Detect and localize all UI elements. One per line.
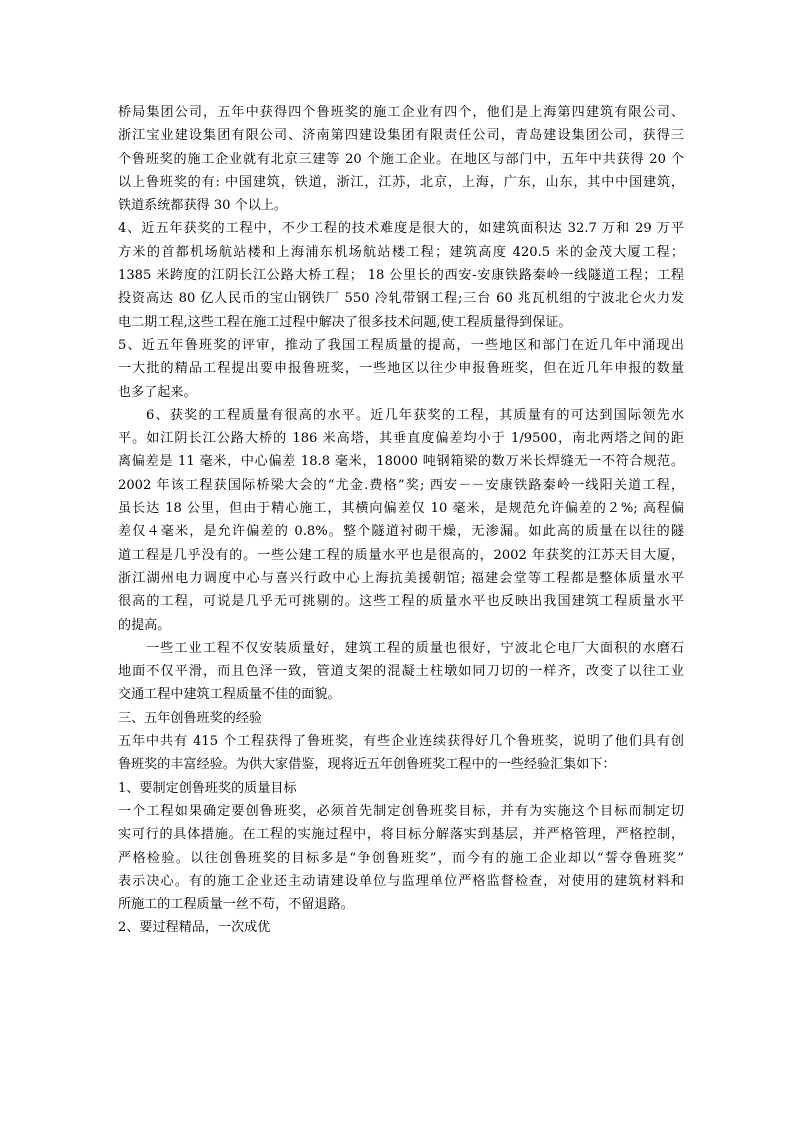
text-line-35: 所施工的工程质量一丝不苟，不留退路。 bbox=[118, 897, 354, 913]
text-line-25: 地面不仅平滑，而且色泽一致，管道支架的混凝土柱墩如同刀切的一样齐，改变了以往工业 bbox=[118, 664, 684, 680]
subheading-2: 2、要过程精品，一次成优 bbox=[118, 920, 271, 936]
text-line-3: 个鲁班奖的施工企业就有北京三建等 20 个施工企业。在地区与部门中，五年中共获得 20 个 bbox=[118, 151, 684, 167]
text-line-9: 投资高达 80 亿人民币的宝山钢铁厂 550 冷轧带钢工程;三台 60 兆瓦机组的宁波北仑火力发 bbox=[118, 291, 684, 307]
text-line-33: 严格检验。以往创鲁班奖的目标多是“争创鲁班奖”，而今有的施工企业却以“誓夺鲁班奖” bbox=[118, 850, 684, 866]
text-line-17: 2002 年该工程获国际桥梁大会的“尤金.费格”奖; 西安－－安康铁路秦岭一线阳关道工程， bbox=[118, 477, 684, 493]
section-heading: 三、五年创鲁班奖的经验 bbox=[118, 710, 263, 726]
text-line-10: 电二期工程,这些工程在施工过程中解决了很多技术问题,使工程质量得到保证。 bbox=[118, 314, 572, 330]
text-line-19: 差仅４毫米，是允许偏差的 0.8%。整个隧道衬砌干燥，无渗漏。如此高的质量在以往的隧 bbox=[118, 524, 684, 540]
subheading-1: 1、要制定创鲁班奖的质量目标 bbox=[118, 780, 297, 796]
text-line-28: 五年中共有 415 个工程获得了鲁班奖，有些企业连续获得好几个鲁班奖，说明了他们具有创 bbox=[118, 734, 684, 750]
text-line-2: 浙江宝业建设集团有限公司、济南第四建设集团有限责任公司，青岛建设集团公司，获得三 bbox=[118, 128, 684, 144]
text-line-12: 一大批的精品工程提出要申报鲁班奖，一些地区以往少申报鲁班奖，但在近几年申报的数量 bbox=[118, 361, 684, 377]
text-line-32: 实可行的具体措施。在工程的实施过程中，将目标分解落实到基层，并严格管理，严格控制， bbox=[118, 827, 684, 843]
text-line-7: 方米的首都机场航站楼和上海浦东机场航站楼工程；建筑高度 420.5 米的金茂大厦工程； bbox=[118, 244, 684, 260]
text-line-8: 1385 米跨度的江阴长江公路大桥工程； 18 公里长的西安-安康铁路秦岭一线隧道工程；工程 bbox=[118, 268, 684, 284]
text-line-23: 的提高。 bbox=[118, 617, 171, 633]
text-line-21: 浙江湖州电力调度中心与喜兴行政中心上海抗美援朝馆; 福建会堂等工程都是整体质量水平 bbox=[118, 570, 684, 586]
text-line-31: 一个工程如果确定要创鲁班奖，必须首先制定创鲁班奖目标，并有为实施这个目标而制定切 bbox=[118, 803, 684, 819]
text-line-13: 也多了起来。 bbox=[118, 384, 197, 400]
text-line-24: 一些工业工程不仅安装质量好，建筑工程的质量也很好，宁波北仑电厂大面积的水磨石 bbox=[146, 640, 684, 656]
text-line-14: 6、获奖的工程质量有很高的水平。近几年获奖的工程，其质量有的可达到国际领先水 bbox=[146, 407, 684, 423]
text-line-18: 虽长达 18 公里，但由于精心施工，其横向偏差仅 10 毫米，是规范允许偏差的２%; 高程偏 bbox=[118, 501, 684, 517]
document-page bbox=[118, 101, 684, 940]
text-line-34: 表示决心。有的施工企业还主动请建设单位与监理单位严格监督检查，对使用的建筑材料和 bbox=[118, 873, 684, 889]
text-line-16: 离偏差是 11 毫米，中心偏差 18.8 毫米，18000 吨钢箱梁的数万米长焊缝无一不符合规范。 bbox=[118, 454, 684, 470]
text-line-6: 4、近五年获奖的工程中，不少工程的技术难度是很大的，如建筑面积达 32.7 万和 29 万平 bbox=[118, 221, 684, 237]
text-line-22: 很高的工程，可说是几乎无可挑剔的。这些工程的质量水平也反映出我国建筑工程质量水平 bbox=[118, 594, 684, 610]
text-line-20: 道工程是几乎没有的。一些公建工程的质量水平也是很高的，2002 年获奖的江苏天目大厦， bbox=[118, 547, 684, 563]
text-line-4: 以上鲁班奖的有: 中国建筑，铁道，浙江，江苏，北京，上海，广东，山东，其中中国建筑， bbox=[118, 174, 684, 190]
text-line-26: 交通工程中建筑工程质量不佳的面貌。 bbox=[118, 687, 341, 703]
text-line-29: 鲁班奖的丰富经验。为供大家借鉴，现将近五年创鲁班奖工程中的一些经验汇集如下： bbox=[118, 757, 616, 773]
text-line-5: 铁道系统都获得 30 个以上。 bbox=[118, 198, 288, 214]
text-line-11: 5、近五年鲁班奖的评审，推动了我国工程质量的提高，一些地区和部门在近几年中涌现出 bbox=[118, 337, 684, 353]
text-line-15: 平。如江阴长江公路大桥的 186 米高塔，其垂直度偏差均小于 1/9500，南北两塔之间的距 bbox=[118, 431, 684, 447]
text-line-1: 桥局集团公司，五年中获得四个鲁班奖的施工企业有四个，他们是上海第四建筑有限公司、 bbox=[118, 105, 684, 120]
